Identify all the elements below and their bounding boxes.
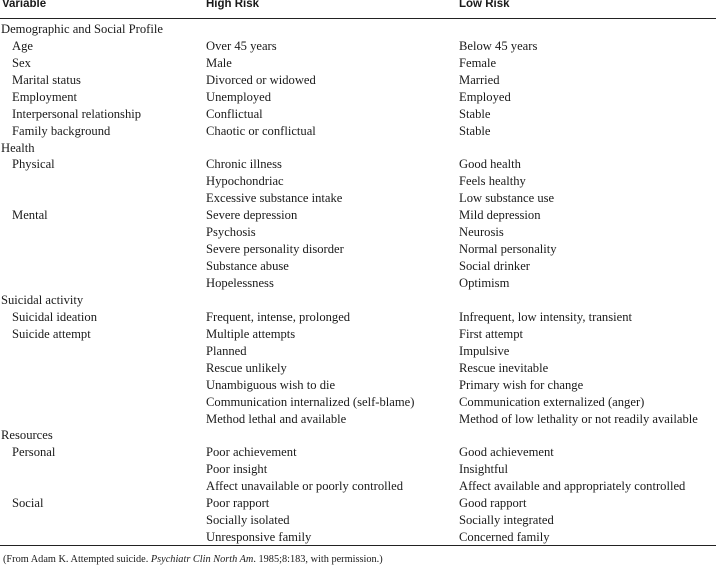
variable-cell bbox=[0, 241, 206, 258]
low-risk-cell bbox=[459, 292, 716, 309]
variable-cell: Suicide attempt bbox=[12, 326, 91, 341]
variable-cell: Personal bbox=[12, 445, 56, 460]
low-risk-cell: Neurosis bbox=[459, 225, 504, 240]
variable-cell bbox=[0, 190, 206, 207]
table-row bbox=[0, 55, 716, 72]
low-risk-cell: Social drinker bbox=[459, 259, 530, 274]
variable-cell: Sex bbox=[12, 55, 31, 70]
section-row bbox=[0, 292, 716, 309]
variable-cell bbox=[0, 394, 206, 411]
high-risk-cell bbox=[206, 428, 459, 445]
variable-cell bbox=[0, 258, 206, 275]
variable-cell bbox=[0, 411, 206, 428]
table-row bbox=[0, 411, 716, 428]
high-risk-cell: Unresponsive family bbox=[206, 530, 312, 545]
variable-cell bbox=[0, 343, 206, 360]
high-risk-cell: Chronic illness bbox=[206, 157, 282, 172]
variable-cell: Age bbox=[12, 38, 33, 53]
footnote-text: (From Adam K. Attempted suicide. bbox=[3, 554, 151, 565]
table-row bbox=[0, 394, 716, 411]
variable-cell: Family background bbox=[12, 123, 111, 138]
table-row bbox=[0, 309, 716, 326]
table-row bbox=[0, 377, 716, 394]
table-row bbox=[0, 106, 716, 123]
low-risk-cell: Rescue inevitable bbox=[459, 360, 549, 375]
high-risk-cell: Chaotic or conflictual bbox=[206, 123, 316, 138]
header-high-risk: High Risk bbox=[206, 0, 260, 10]
high-risk-cell bbox=[206, 292, 459, 309]
low-risk-cell: Mild depression bbox=[459, 208, 541, 223]
variable-cell: Social bbox=[12, 496, 44, 511]
variable-cell: Resources bbox=[1, 428, 53, 443]
high-risk-cell: Psychosis bbox=[206, 225, 256, 240]
footnote-text-end: . 1985;8:183, with permission.) bbox=[253, 554, 383, 565]
section-row bbox=[0, 428, 716, 445]
variable-cell: Marital status bbox=[12, 72, 81, 87]
low-risk-cell: Stable bbox=[459, 123, 491, 138]
variable-cell: Physical bbox=[12, 157, 55, 172]
low-risk-cell: Infrequent, low intensity, transient bbox=[459, 309, 633, 324]
high-risk-cell: Planned bbox=[206, 343, 247, 358]
low-risk-cell: Optimism bbox=[459, 276, 510, 291]
table-row bbox=[0, 461, 716, 478]
low-risk-cell: Feels healthy bbox=[459, 174, 526, 189]
high-risk-cell bbox=[206, 140, 459, 157]
variable-cell bbox=[0, 275, 206, 292]
low-risk-cell: Female bbox=[459, 55, 497, 70]
variable-cell: Suicidal ideation bbox=[12, 309, 97, 324]
table-row bbox=[0, 275, 716, 292]
low-risk-cell: Good health bbox=[459, 157, 521, 172]
high-risk-cell: Hopelessness bbox=[206, 276, 274, 291]
high-risk-cell: Conflictual bbox=[206, 106, 263, 121]
high-risk-cell: Unambiguous wish to die bbox=[206, 377, 336, 392]
high-risk-cell: Divorced or widowed bbox=[206, 72, 316, 87]
table-row bbox=[0, 360, 716, 377]
table-row bbox=[0, 529, 716, 546]
high-risk-cell: Substance abuse bbox=[206, 259, 289, 274]
table-row bbox=[0, 343, 716, 360]
variable-cell bbox=[0, 360, 206, 377]
variable-cell: Mental bbox=[12, 208, 48, 223]
high-risk-cell: Severe depression bbox=[206, 208, 298, 223]
high-risk-cell: Frequent, intense, prolonged bbox=[206, 309, 351, 324]
section-row bbox=[0, 21, 716, 38]
high-risk-cell: Socially isolated bbox=[206, 513, 290, 528]
table-row bbox=[0, 495, 716, 512]
variable-cell bbox=[0, 512, 206, 529]
variable-cell bbox=[0, 478, 206, 495]
high-risk-cell: Poor achievement bbox=[206, 445, 297, 460]
high-risk-cell: Affect unavailable or poorly controlled bbox=[206, 479, 403, 494]
high-risk-cell: Severe personality disorder bbox=[206, 242, 344, 257]
low-risk-cell bbox=[459, 140, 716, 157]
high-risk-cell: Unemployed bbox=[206, 89, 272, 104]
high-risk-cell: Rescue unlikely bbox=[206, 360, 287, 375]
high-risk-cell: Over 45 years bbox=[206, 38, 277, 53]
low-risk-cell: Employed bbox=[459, 89, 511, 104]
table-row bbox=[0, 224, 716, 241]
high-risk-cell bbox=[206, 21, 459, 38]
variable-cell bbox=[0, 173, 206, 190]
low-risk-cell bbox=[459, 428, 716, 445]
low-risk-cell bbox=[459, 21, 716, 38]
table-row bbox=[0, 478, 716, 495]
low-risk-cell: Low substance use bbox=[459, 191, 555, 206]
high-risk-cell: Poor insight bbox=[206, 462, 268, 477]
low-risk-cell: Normal personality bbox=[459, 242, 557, 257]
variable-cell bbox=[0, 461, 206, 478]
table-row bbox=[0, 444, 716, 461]
table-row bbox=[0, 258, 716, 275]
low-risk-cell: Good achievement bbox=[459, 445, 554, 460]
high-risk-cell: Poor rapport bbox=[206, 496, 270, 511]
low-risk-cell: Below 45 years bbox=[459, 38, 538, 53]
table-row bbox=[0, 157, 716, 174]
low-risk-cell: Good rapport bbox=[459, 496, 527, 511]
table-row bbox=[0, 190, 716, 207]
low-risk-cell: Married bbox=[459, 72, 500, 87]
high-risk-cell: Multiple attempts bbox=[206, 326, 296, 341]
table-row bbox=[0, 512, 716, 529]
table-row bbox=[0, 241, 716, 258]
variable-cell: Interpersonal relationship bbox=[12, 106, 142, 121]
high-risk-cell: Male bbox=[206, 55, 232, 70]
variable-cell bbox=[0, 377, 206, 394]
table-row bbox=[0, 207, 716, 224]
table-row bbox=[0, 89, 716, 106]
high-risk-cell: Method lethal and available bbox=[206, 411, 347, 426]
table-row bbox=[0, 72, 716, 89]
table-row bbox=[0, 326, 716, 343]
header-rule bbox=[0, 18, 716, 19]
section-row bbox=[0, 140, 716, 157]
table-row bbox=[0, 38, 716, 55]
low-risk-cell: Impulsive bbox=[459, 343, 510, 358]
variable-cell bbox=[0, 224, 206, 241]
high-risk-cell: Excessive substance intake bbox=[206, 191, 343, 206]
footnote bbox=[3, 554, 383, 565]
low-risk-cell: First attempt bbox=[459, 326, 524, 341]
header-low-risk: Low Risk bbox=[459, 0, 510, 10]
low-risk-cell: Method of low lethality or not readily available bbox=[459, 411, 698, 426]
high-risk-cell: Hypochondriac bbox=[206, 174, 284, 189]
low-risk-cell: Stable bbox=[459, 106, 491, 121]
bottom-rule bbox=[0, 545, 716, 546]
high-risk-cell: Communication internalized (self-blame) bbox=[206, 394, 415, 409]
low-risk-cell: Communication externalized (anger) bbox=[459, 394, 645, 409]
variable-cell: Health bbox=[1, 140, 35, 155]
table-row bbox=[0, 123, 716, 140]
footnote-journal: Psychiatr Clin North Am bbox=[150, 554, 254, 565]
table-row bbox=[0, 173, 716, 190]
low-risk-cell: Concerned family bbox=[459, 530, 550, 545]
variable-cell: Demographic and Social Profile bbox=[1, 21, 163, 36]
variable-cell bbox=[0, 529, 206, 546]
low-risk-cell: Insightful bbox=[459, 462, 508, 477]
header-variable: Variable bbox=[2, 0, 47, 10]
variable-cell: Suicidal activity bbox=[1, 292, 84, 307]
risk-table bbox=[0, 21, 716, 546]
low-risk-cell: Primary wish for change bbox=[459, 377, 584, 392]
variable-cell: Employment bbox=[12, 89, 78, 104]
low-risk-cell: Socially integrated bbox=[459, 513, 554, 528]
low-risk-cell: Affect available and appropriately controlled bbox=[459, 479, 686, 494]
